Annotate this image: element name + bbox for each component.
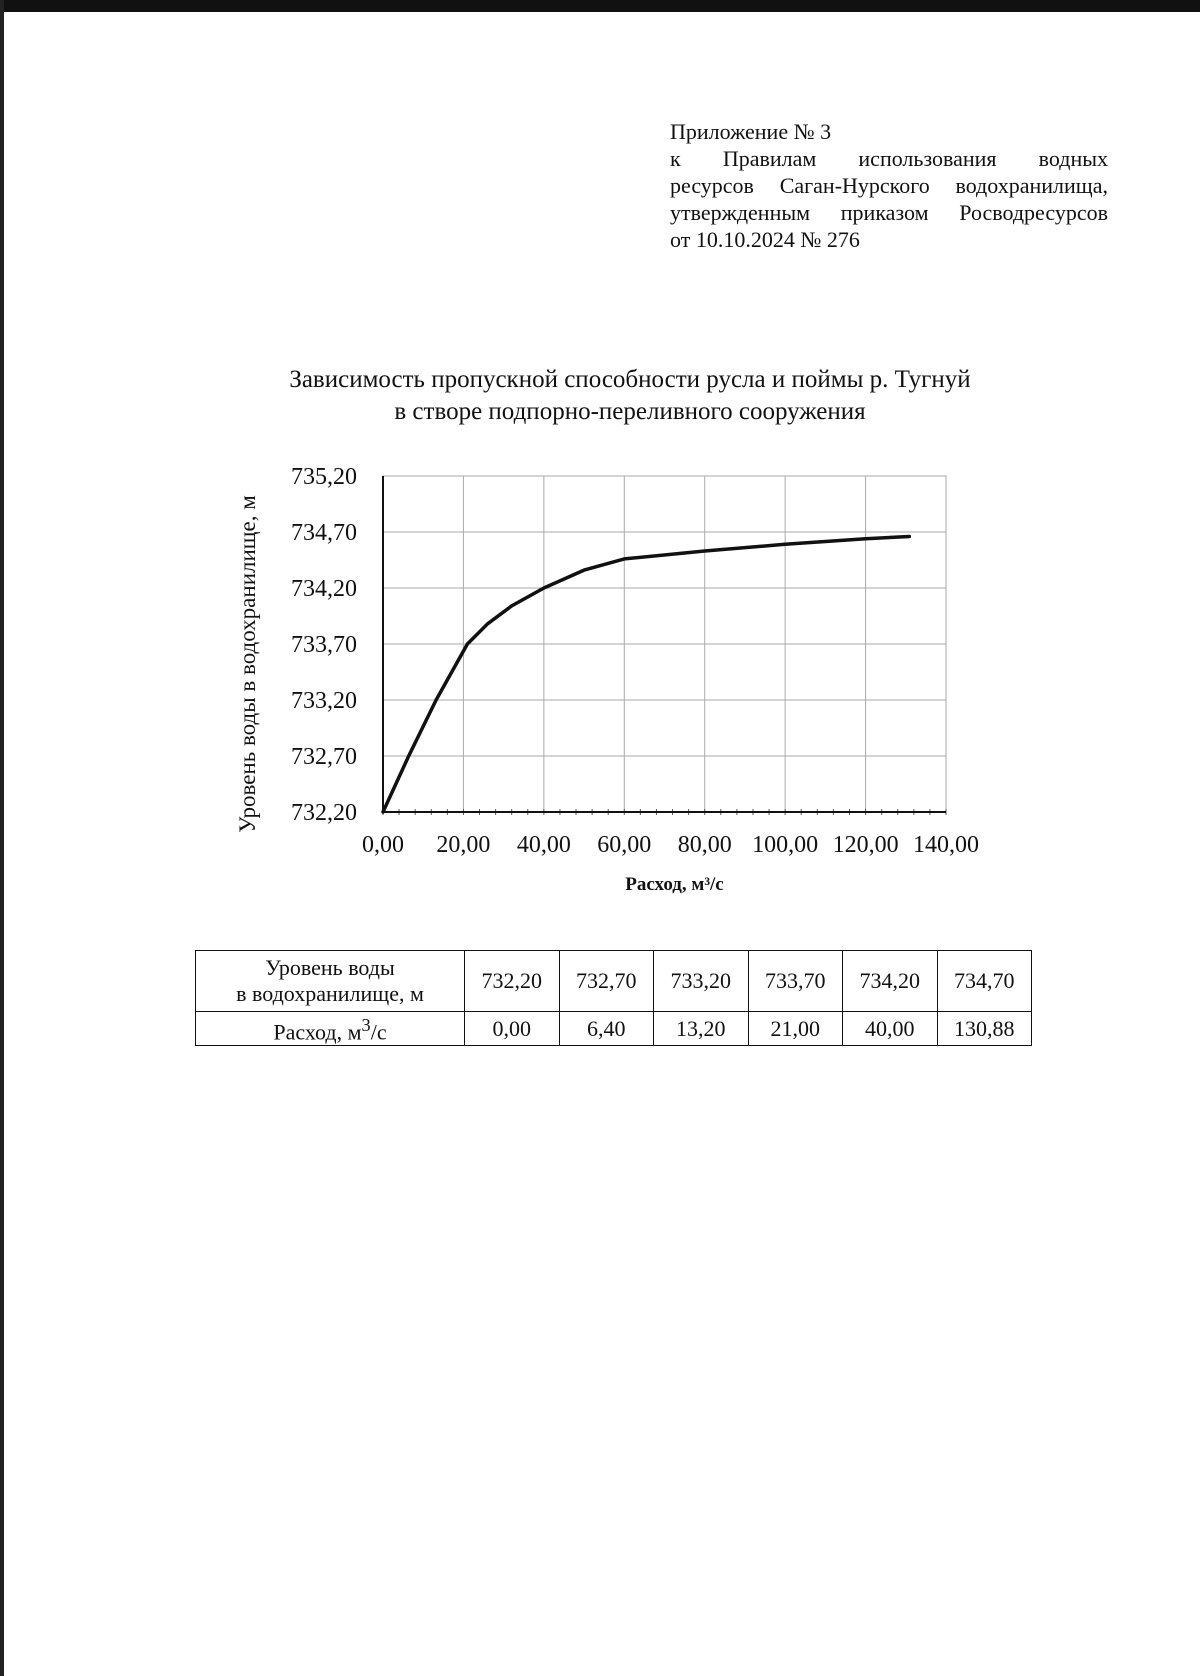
- table-cell: 732,70: [559, 951, 654, 1012]
- x-tick-label: 60,00: [597, 832, 652, 858]
- annex-line-3: [670, 172, 1108, 199]
- y-tick-label: 733,20: [291, 688, 357, 714]
- annex-line-2: [670, 145, 1108, 172]
- chart-title-line-1: Зависимость пропускной способности русла и поймы р. Тугнуй: [289, 366, 971, 393]
- table-cell: 6,40: [559, 1012, 654, 1046]
- annex-order-date: от 10.10.2024 № 276: [670, 227, 860, 252]
- rating-curve-chart: [220, 450, 1000, 910]
- table-cell: 733,20: [654, 951, 749, 1012]
- annex-word: водных: [1038, 146, 1108, 171]
- table-cell: 13,20: [654, 1012, 749, 1046]
- annex-title: Приложение № 3: [670, 119, 832, 144]
- y-axis-label: Уровень воды в водохранилище, м: [235, 495, 260, 833]
- table-cell: 40,00: [843, 1012, 938, 1046]
- scan-border-top: [0, 0, 1200, 12]
- x-tick-label: 40,00: [516, 832, 571, 858]
- table-row-label: [196, 951, 465, 1012]
- table-row-level: [196, 951, 1032, 1012]
- annex-word: утвержденным: [670, 200, 811, 225]
- table-row-label-sup: 3: [361, 1015, 371, 1035]
- table-cell: 732,20: [465, 951, 560, 1012]
- x-tick-label: 80,00: [677, 832, 732, 858]
- table-cell: 130,88: [937, 1012, 1032, 1046]
- y-tick-label: 732,20: [291, 800, 357, 826]
- table-row-label-line: в водохранилище, м: [236, 981, 424, 1006]
- annex-word: Правилам: [722, 146, 817, 171]
- table-cell: 734,70: [937, 951, 1032, 1012]
- x-tick-label: 140,00: [913, 832, 979, 858]
- table-cell: 21,00: [748, 1012, 843, 1046]
- x-axis-label: Расход, м³/с: [625, 874, 724, 895]
- y-tick-label: 733,70: [291, 632, 357, 658]
- table-cell: 734,20: [843, 951, 938, 1012]
- table-row-label-tail: /с: [370, 1019, 387, 1045]
- x-tick-label: 100,00: [752, 832, 819, 858]
- y-tick-label: 734,70: [291, 520, 357, 546]
- annex-word: Саган-Нурского: [779, 173, 930, 198]
- rating-table: [195, 950, 1032, 1046]
- x-tick-label: 20,00: [436, 832, 491, 858]
- annex-word: водохранилища,: [955, 173, 1108, 198]
- annex-word: использования: [858, 146, 997, 171]
- y-tick-label: 735,20: [291, 464, 357, 490]
- rating-curve-line: [383, 537, 909, 813]
- table-cell: 733,70: [748, 951, 843, 1012]
- annex-header: [670, 118, 1108, 253]
- chart-title-line-2: в створе подпорно-переливного сооружения: [394, 398, 866, 425]
- annex-word: к: [670, 146, 681, 171]
- annex-word: ресурсов: [670, 173, 754, 198]
- x-tick-label: 120,00: [832, 832, 899, 858]
- table-row-discharge: [196, 1012, 1032, 1046]
- x-tick-label: 0,00: [362, 832, 404, 858]
- scan-border-left: [0, 0, 4, 1676]
- table-row-label-line: Уровень воды: [265, 955, 395, 980]
- table-row-label: [196, 1012, 465, 1046]
- annex-word: Росводресурсов: [959, 200, 1108, 225]
- annex-line-4: [670, 199, 1108, 226]
- y-tick-label: 734,20: [291, 576, 357, 602]
- annex-word: приказом: [840, 200, 929, 225]
- table-row-label-text: Расход, м: [273, 1019, 362, 1045]
- chart-title: [180, 364, 1080, 428]
- y-tick-label: 732,70: [291, 744, 357, 770]
- table-cell: 0,00: [465, 1012, 560, 1046]
